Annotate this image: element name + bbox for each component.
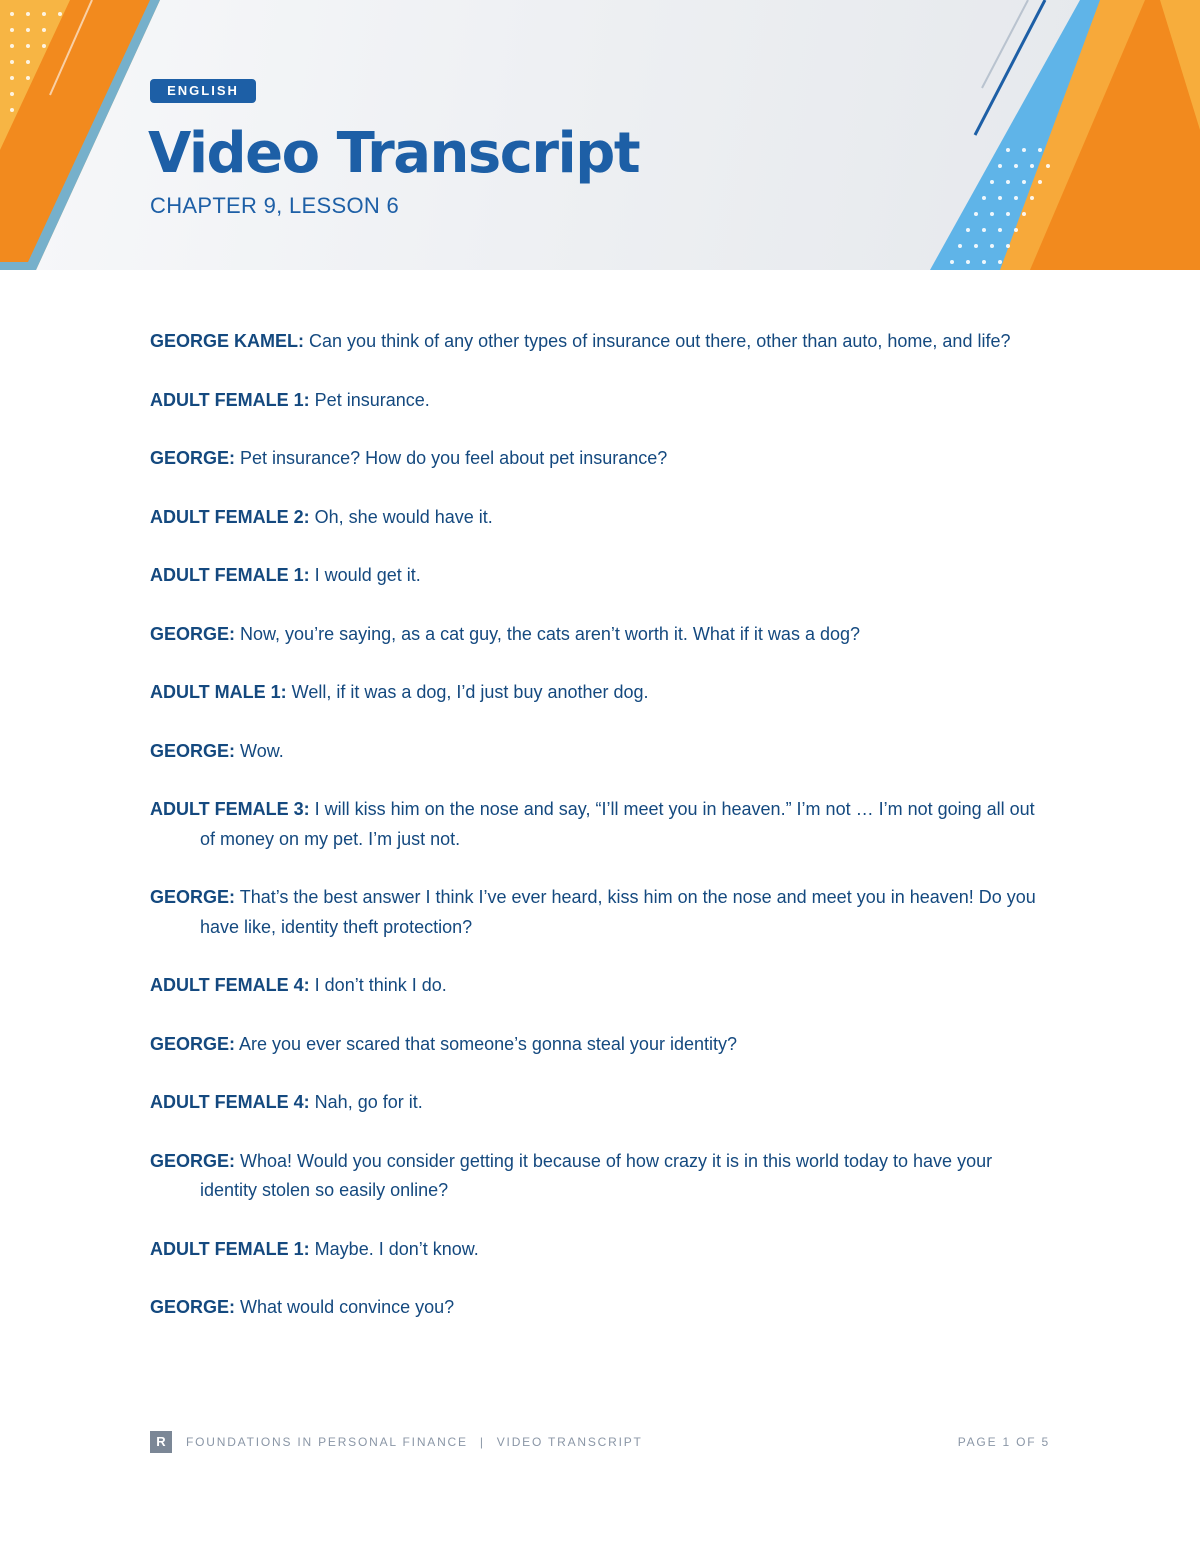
language-badge: ENGLISH xyxy=(150,79,256,103)
speaker-label: GEORGE: xyxy=(150,740,236,761)
header-banner xyxy=(0,0,1200,270)
transcript-entry xyxy=(150,561,1050,591)
speaker-label: ADULT MALE 1: xyxy=(150,682,287,702)
dialogue-text: I would get it. xyxy=(314,565,421,585)
transcript-entry xyxy=(150,678,1050,708)
dialogue-text: Pet insurance. xyxy=(314,389,430,410)
transcript-entry xyxy=(150,1030,1050,1060)
speaker-label: ADULT FEMALE 1: xyxy=(150,565,310,585)
speaker-label: ADULT FEMALE 2: xyxy=(150,506,310,527)
dialogue-text: I will kiss him on the nose and say, “I’ll meet you in heaven.” I’m not … I’m not going all out of money on my pet. I’m just not. xyxy=(200,799,1035,849)
page-footer xyxy=(150,1431,1050,1453)
speaker-label: ADULT FEMALE 3: xyxy=(150,799,310,819)
speaker-label: GEORGE: xyxy=(150,1033,236,1054)
transcript-entry xyxy=(150,971,1050,1001)
transcript-entry xyxy=(150,386,1050,416)
transcript-body xyxy=(150,327,1050,1352)
footer-course-info xyxy=(186,1435,643,1449)
transcript-entry xyxy=(150,620,1050,650)
page-title: Video Transcript xyxy=(148,121,640,186)
chapter-lesson-subtitle: CHAPTER 9, LESSON 6 xyxy=(150,193,399,218)
page-number: PAGE 1 OF 5 xyxy=(957,1435,1050,1449)
footer-separator: | xyxy=(479,1435,485,1449)
speaker-label: GEORGE: xyxy=(150,887,236,907)
transcript-entry xyxy=(150,737,1050,767)
dialogue-text: Oh, she would have it. xyxy=(314,506,493,527)
dialogue-text: What would convince you? xyxy=(240,1297,455,1317)
speaker-label: ADULT FEMALE 1: xyxy=(150,1238,310,1259)
ramsey-logo-icon: R xyxy=(150,1431,172,1453)
dialogue-text: Now, you’re saying, as a cat guy, the cats aren’t worth it. What if it was a dog? xyxy=(240,623,860,644)
speaker-label: GEORGE: xyxy=(150,448,236,468)
transcript-entry xyxy=(150,444,1050,474)
dialogue-text: Nah, go for it. xyxy=(314,1092,423,1112)
dialogue-text: I don’t think I do. xyxy=(314,975,447,995)
transcript-entry xyxy=(150,795,1050,854)
dialogue-text: That’s the best answer I think I’ve ever heard, kiss him on the nose and meet you in heaven! Do you have like, identity theft protection? xyxy=(200,887,1036,937)
footer-doc-type: VIDEO TRANSCRIPT xyxy=(496,1435,643,1449)
transcript-entry xyxy=(150,1088,1050,1118)
speaker-label: ADULT FEMALE 4: xyxy=(150,1092,310,1112)
dialogue-text: Whoa! Would you consider getting it because of how crazy it is in this world today to have your identity stolen so easily online? xyxy=(200,1150,993,1200)
dialogue-text: Well, if it was a dog, I’d just buy another dog. xyxy=(291,682,649,702)
transcript-entry xyxy=(150,327,1050,357)
speaker-label: ADULT FEMALE 4: xyxy=(150,975,310,995)
speaker-label: GEORGE: xyxy=(150,1150,236,1171)
dialogue-text: Wow. xyxy=(240,740,284,761)
transcript-entry xyxy=(150,1235,1050,1265)
transcript-entry xyxy=(150,1293,1050,1323)
speaker-label: GEORGE KAMEL: xyxy=(150,331,305,351)
dialogue-text: Pet insurance? How do you feel about pet insurance? xyxy=(240,448,668,468)
speaker-label: GEORGE: xyxy=(150,1297,236,1317)
footer-course-name: FOUNDATIONS IN PERSONAL FINANCE xyxy=(186,1435,468,1449)
speaker-label: GEORGE: xyxy=(150,623,236,644)
transcript-entry xyxy=(150,883,1050,942)
dialogue-text: Maybe. I don’t know. xyxy=(314,1238,479,1259)
transcript-entry xyxy=(150,1147,1050,1206)
transcript-entry xyxy=(150,503,1050,533)
dialogue-text: Are you ever scared that someone’s gonna steal your identity? xyxy=(239,1033,737,1054)
speaker-label: ADULT FEMALE 1: xyxy=(150,389,310,410)
dialogue-text: Can you think of any other types of insurance out there, other than auto, home, and life? xyxy=(309,331,1011,351)
